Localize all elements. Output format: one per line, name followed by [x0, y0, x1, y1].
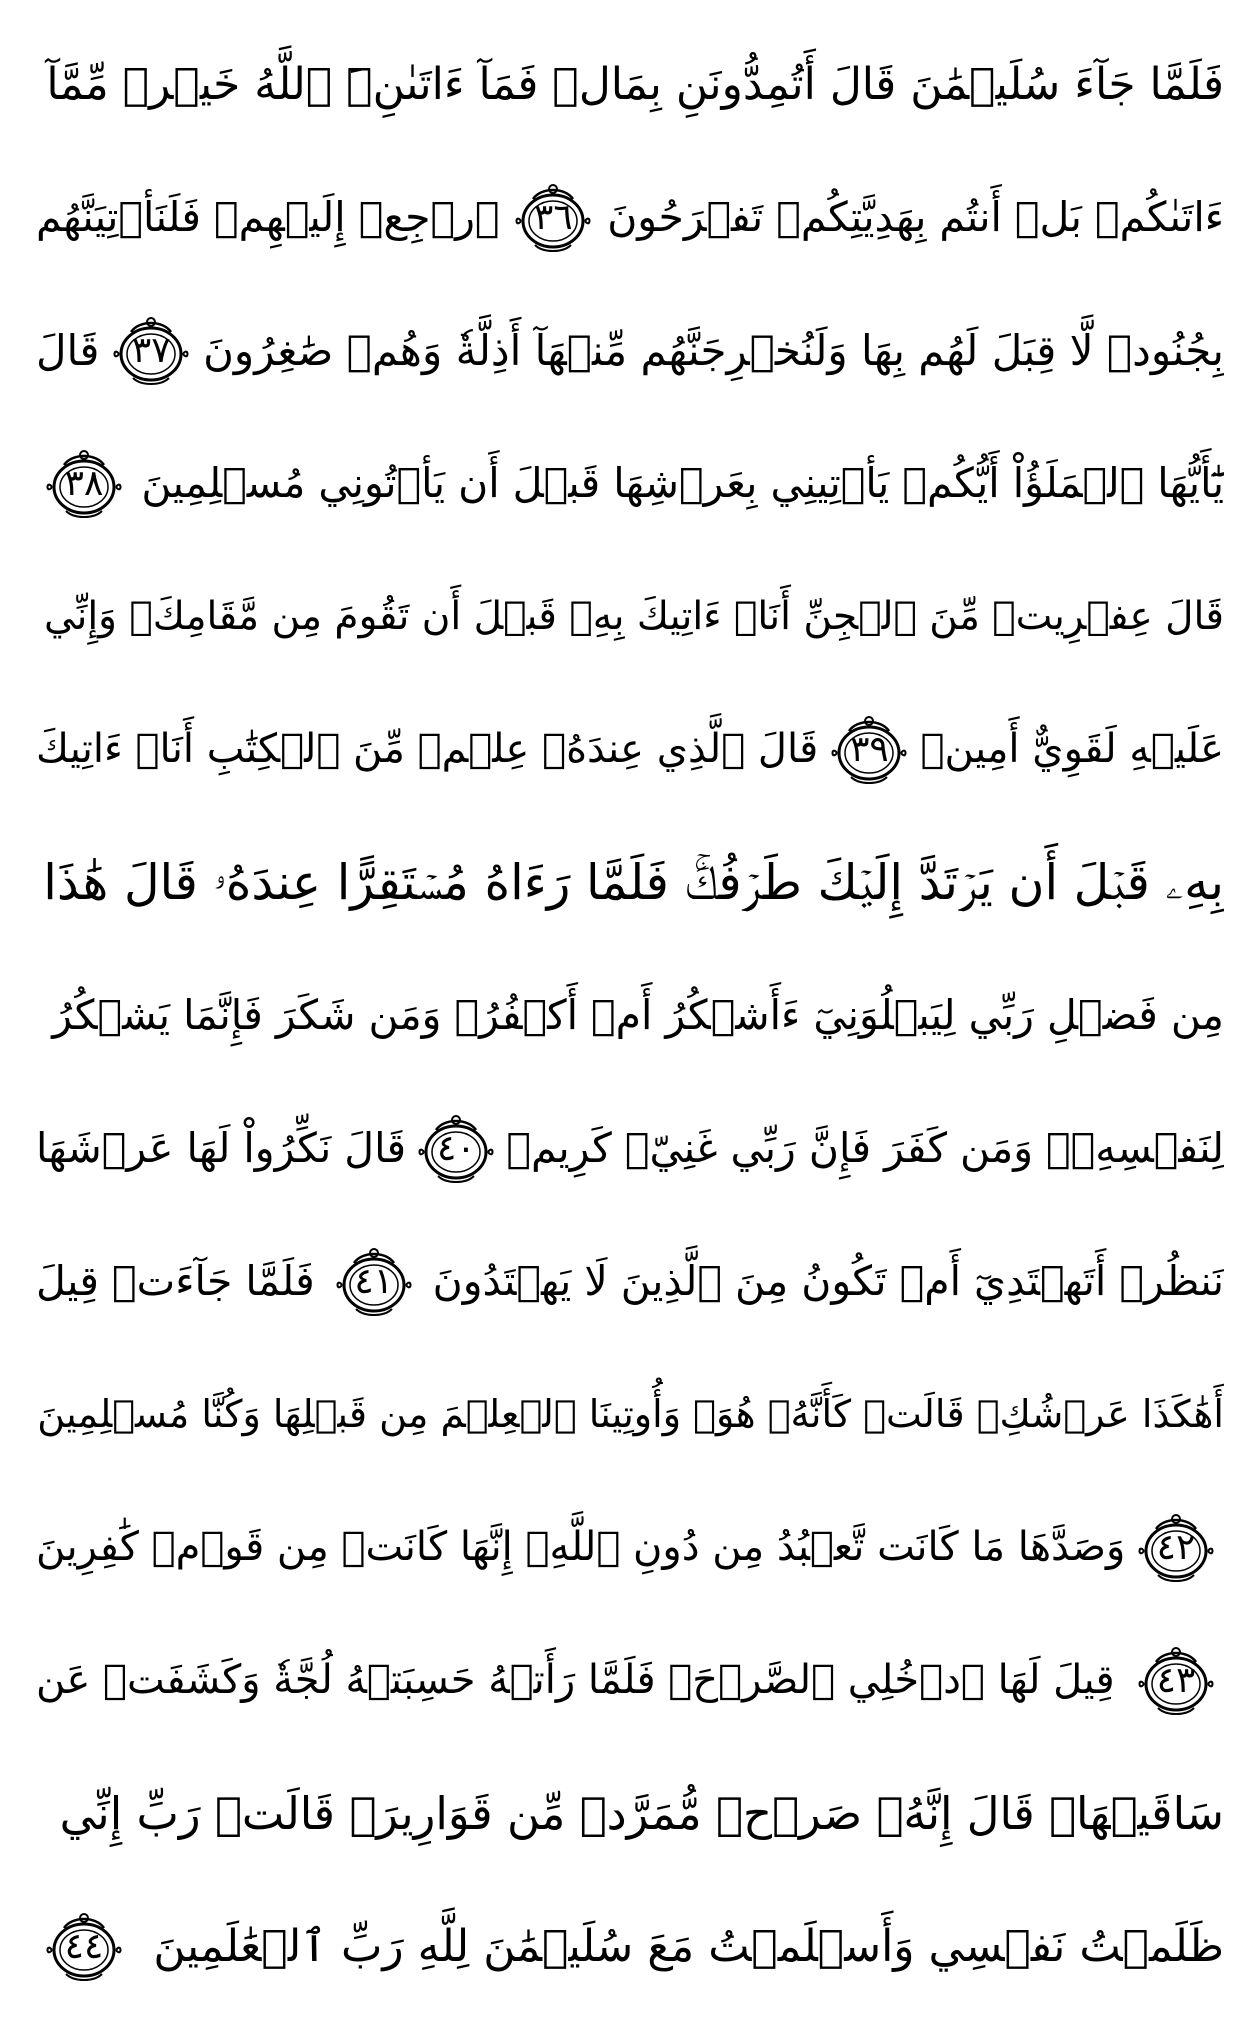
verse-line: [36, 1082, 1224, 1215]
ayah-number-marker: [42, 447, 126, 521]
verse-line: [36, 417, 1224, 550]
verse-text: قَالَ عِفۡرِيتٞ مِّنَ ٱلۡجِنِّ أَنَا۠ ءَاتِيكَ بِهِۦ قَبۡلَ أَن تَقُومَ مِن مَّقَامِكَۖ وَإِنِّي: [43, 594, 1224, 639]
verse-line: [36, 1481, 1224, 1614]
ayah-number: ٣٧: [131, 329, 171, 371]
verse-text: قَالَ نَكِّرُواْ لَهَا عَرۡشَهَا: [36, 1124, 407, 1172]
ayah-number: ٤٢: [1156, 1526, 1196, 1568]
verse-text: بِهِۦ قَبۡلَ أَن يَرۡتَدَّ إِلَيۡكَ طَرۡفُكَۚ فَلَمَّا رَءَاهُ مُسۡتَقِرًّا عِندَهُۥ قَالَ هَٰذَا: [43, 854, 1224, 911]
ayah-number: ٤٠: [436, 1127, 476, 1169]
verse-text: ظَلَمۡتُ نَفۡسِي وَأَسۡلَمۡتُ مَعَ سُلَيۡمَٰنَ لِلَّهِ رَبِّ ٱلۡعَٰلَمِينَ: [153, 1921, 1224, 1972]
ayah-number-marker: [827, 713, 911, 787]
ayah-number: ٣٩: [850, 728, 889, 770]
ayah-number-marker: [332, 1245, 416, 1319]
verse-text: سَاقَيۡهَاۚ قَالَ إِنَّهُۥ صَرۡحٞ مُّمَرَّدٞ مِّن قَوَارِيرَۗ قَالَتۡ رَبِّ إِنِّي: [59, 1787, 1224, 1840]
verse-line: [36, 1348, 1224, 1481]
ayah-number: ٤٣: [1156, 1659, 1196, 1701]
verse-line: [36, 1747, 1224, 1880]
verse-text: بِجُنُودٖ لَّا قِبَلَ لَهُم بِهَا وَلَنُخۡرِجَنَّهُم مِّنۡهَآ أَذِلَّةٗ وَهُمۡ صَٰغِرُونَ: [203, 326, 1224, 375]
verse-line: [36, 949, 1224, 1082]
verse-text: عَلَيۡهِ لَقَوِيٌّ أَمِينٞ: [920, 726, 1224, 772]
verse-text: مِن فَضۡلِ رَبِّي لِيَبۡلُوَنِيٓ ءَأَشۡكُرُ أَمۡ أَكۡفُرُۖ وَمَن شَكَرَ فَإِنَّمَا يَشۡكُرُ: [52, 991, 1224, 1039]
verse-line: [36, 816, 1224, 949]
verse-line: [36, 683, 1224, 816]
verse-line: [36, 1880, 1224, 2013]
verse-line: [36, 151, 1224, 284]
verse-text: قَالَ ٱلَّذِي عِندَهُۥ عِلۡمٞ مِّنَ ٱلۡكِتَٰبِ أَنَا۠ ءَاتِيكَ: [36, 726, 819, 772]
ayah-number-marker: [1134, 1644, 1218, 1718]
ayah-number-marker: [414, 1112, 498, 1186]
verse-line: [36, 18, 1224, 151]
ayah-number-marker: [42, 1910, 126, 1984]
verse-text: وَصَدَّهَا مَا كَانَت تَّعۡبُدُ مِن دُونِ ٱللَّهِۖ إِنَّهَا كَانَتۡ مِن قَوۡمٖ كَٰفِرِينَ: [36, 1524, 1126, 1570]
verse-text: فَلَمَّا جَآءَتۡ قِيلَ: [36, 1257, 315, 1305]
verse-text: فَلَمَّا جَآءَ سُلَيۡمَٰنَ قَالَ أَتُمِدُّونَنِ بِمَالٖ فَمَآ ءَاتَىٰنِۦَ ٱللَّهُ خَيۡرٞ مِّمَّآ: [46, 59, 1224, 110]
verse-text: ٱرۡجِعۡ إِلَيۡهِمۡ فَلَنَأۡتِيَنَّهُم: [36, 193, 500, 241]
ayah-number-marker: [1134, 1511, 1218, 1585]
verse-text: لِنَفۡسِهِۦۖ وَمَن كَفَرَ فَإِنَّ رَبِّي غَنِيّٞ كَرِيمٞ: [506, 1124, 1224, 1172]
ayah-number: ٣٦: [534, 196, 573, 238]
verse-line: [36, 1614, 1224, 1747]
verse-text: قِيلَ لَهَا ٱدۡخُلِي ٱلصَّرۡحَۖ فَلَمَّا رَأَتۡهُ حَسِبَتۡهُ لُجَّةٗ وَكَشَفَتۡ عَن: [36, 1657, 1115, 1703]
ayah-number: ٤١: [354, 1260, 394, 1302]
verse-lines: [36, 18, 1224, 2018]
verse-text: يَٰٓأَيُّهَا ٱلۡمَلَؤُاْ أَيُّكُمۡ يَأۡتِينِي بِعَرۡشِهَا قَبۡلَ أَن يَأۡتُونِي مُسۡلِمِينَ: [141, 459, 1224, 507]
ayah-number-marker: [511, 181, 595, 255]
ayah-number: ٤٤: [64, 1925, 104, 1967]
verse-text: ءَاتَىٰكُمۚ بَلۡ أَنتُم بِهَدِيَّتِكُمۡ تَفۡرَحُونَ: [607, 193, 1224, 241]
ayah-number: ٣٨: [64, 462, 104, 504]
verse-text: نَنظُرۡ أَتَهۡتَدِيٓ أَمۡ تَكُونُ مِنَ ٱلَّذِينَ لَا يَهۡتَدُونَ: [432, 1257, 1224, 1305]
verse-line: [36, 1215, 1224, 1348]
verse-text: أَهَٰكَذَا عَرۡشُكِۖ قَالَتۡ كَأَنَّهُۥ هُوَۚ وَأُوتِينَا ٱلۡعِلۡمَ مِن قَبۡلِهَا وَكُنَّا مُسۡلِمِينَ: [37, 1392, 1224, 1436]
verse-text: قَالَ: [36, 326, 100, 375]
verse-line: [36, 550, 1224, 683]
ayah-number-marker: [109, 314, 193, 388]
verse-line: [36, 284, 1224, 417]
